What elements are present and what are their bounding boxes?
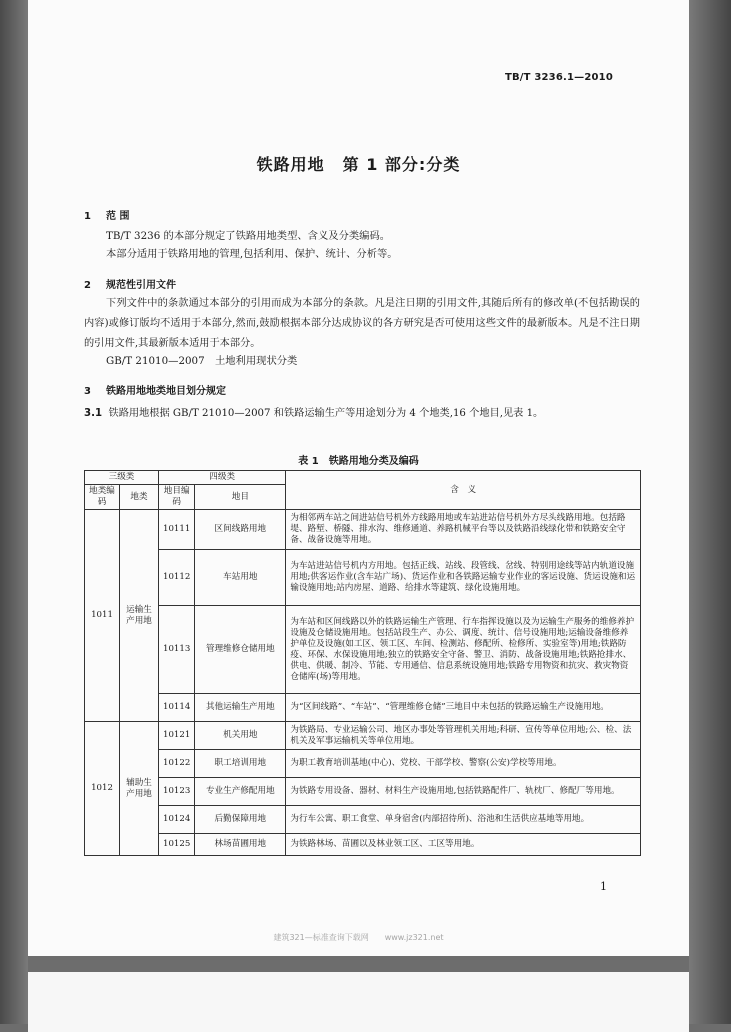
viewer-left-margin xyxy=(0,0,28,1024)
header-class-code: 地类编码 xyxy=(85,485,120,510)
table-row xyxy=(85,750,641,778)
item-code-cell: 10122 xyxy=(159,750,195,778)
table-row xyxy=(85,694,641,722)
page-number: 1 xyxy=(600,880,607,893)
table-row xyxy=(85,510,641,550)
item-code-cell: 10114 xyxy=(159,694,195,722)
document-page xyxy=(28,0,689,956)
normative-reference: GB/T 21010—2007 土地利用现状分类 xyxy=(106,355,298,367)
header-meaning: 含 义 xyxy=(286,471,641,510)
item-name-cell: 林场苗圃用地 xyxy=(195,834,286,856)
item-code-cell: 10111 xyxy=(159,510,195,550)
section-2-paragraph: 下列文件中的条款通过本部分的引用而成为本部分的条款。凡是注日期的引用文件,其随后所有的修改单(不包括勘误的内容)或修订版均不适用于本部分,然而,鼓励根据本部分达成协议的各方研究是否可使用这些文件的最新版本。凡是不注日期的引用文件,其最新版本适用于本部分。 xyxy=(84,298,640,349)
class-code-cell: 1012 xyxy=(85,722,120,856)
section-1-heading: 1 范 围 xyxy=(84,211,130,222)
title-main: 铁路用地 xyxy=(256,155,325,174)
meaning-cell: 为铁路林场、苗圃以及林业领工区、工区等用地。 xyxy=(286,834,641,856)
header-item-code: 地目编码 xyxy=(159,485,195,510)
meaning-cell: 为职工教育培训基地(中心)、党校、干部学校、警察(公安)学校等用地。 xyxy=(286,750,641,778)
section-3-1-paragraph: 3.1 铁路用地根据 GB/T 21010—2007 和铁路运输生产等用途划分为 4 个地类,16 个地目,见表 1。 xyxy=(84,408,544,419)
item-code-cell: 10113 xyxy=(159,606,195,694)
item-code-cell: 10125 xyxy=(159,834,195,856)
standard-number: TB/T 3236.1—2010 xyxy=(504,72,613,83)
viewer-right-margin xyxy=(689,0,731,1024)
title-sub: 第 1 部分:分类 xyxy=(342,155,461,174)
meaning-cell: 为相邻两车站之间进站信号机外方线路用地或车站进站信号机外方尽头线路用地。包括路堤、路堑、桥隧、排水沟、维修通道、养路机械平台等以及铁路沿线绿化带和铁路安全守备、战备设施等用地。 xyxy=(286,510,641,550)
watermark: 建筑321—标准查询下载网 www.jz321.net xyxy=(273,933,444,942)
page-title xyxy=(28,152,689,175)
item-name-cell: 区间线路用地 xyxy=(195,510,286,550)
section-1-paragraph-1: TB/T 3236 的本部分规定了铁路用地类型、含义及分类编码。 xyxy=(106,230,391,242)
header-item-name: 地目 xyxy=(195,485,286,510)
table-row xyxy=(85,722,641,750)
item-code-cell: 10121 xyxy=(159,722,195,750)
item-name-cell: 专业生产修配用地 xyxy=(195,778,286,806)
item-name-cell: 其他运输生产用地 xyxy=(195,694,286,722)
section-3-heading: 3 铁路用地地类地目划分规定 xyxy=(84,386,226,397)
header-level3: 三级类 xyxy=(85,471,159,485)
meaning-cell: 为车站进站信号机内方用地。包括正线、站线、段管线、岔线、特别用途线等站内轨道设施用地;供客运作业(含车站广场)、货运作业和各铁路运输专业作业的客运设施、货运设施和运输设施用地;站内房屋、道路、给排水等建筑、绿化设施用地。 xyxy=(286,550,641,606)
next-page-edge xyxy=(28,972,689,1032)
item-code-cell: 10112 xyxy=(159,550,195,606)
item-name-cell: 管理维修仓储用地 xyxy=(195,606,286,694)
item-name-cell: 机关用地 xyxy=(195,722,286,750)
meaning-cell: 为“区间线路”、“车站”、“管理维修仓储”三地目中未包括的铁路运输生产设施用地。 xyxy=(286,694,641,722)
class-name-cell: 辅助生产用地 xyxy=(120,722,159,856)
item-name-cell: 职工培训用地 xyxy=(195,750,286,778)
table-row xyxy=(85,806,641,834)
meaning-cell: 为铁路专用设备、器材、材料生产设施用地,包括铁路配件厂、轨枕厂、修配厂等用地。 xyxy=(286,778,641,806)
table-row xyxy=(85,606,641,694)
table-row xyxy=(85,834,641,856)
meaning-cell: 为行车公寓、职工食堂、单身宿舍(内部招待所)、浴池和生活供应基地等用地。 xyxy=(286,806,641,834)
item-name-cell: 后勤保障用地 xyxy=(195,806,286,834)
land-classification-table xyxy=(84,470,641,856)
item-code-cell: 10124 xyxy=(159,806,195,834)
table-row xyxy=(85,778,641,806)
class-code-cell: 1011 xyxy=(85,510,120,722)
item-name-cell: 车站用地 xyxy=(195,550,286,606)
section-1-paragraph-2: 本部分适用于铁路用地的管理,包括利用、保护、统计、分析等。 xyxy=(106,248,398,260)
section-2-heading: 2 规范性引用文件 xyxy=(84,280,176,291)
class-name-cell: 运输生产用地 xyxy=(120,510,159,722)
meaning-cell: 为铁路局、专业运输公司、地区办事处等管理机关用地;科研、宣传等单位用地;公、检、法机关及军事运输机关等单位用地。 xyxy=(286,722,641,750)
header-level4: 四级类 xyxy=(159,471,286,485)
table-caption: 表 1 铁路用地分类及编码 xyxy=(298,456,419,467)
table-row xyxy=(85,550,641,606)
meaning-cell: 为车站和区间线路以外的铁路运输生产管理、行车指挥设施以及为运输生产服务的维修养护设施及仓储设施用地。包括站段生产、办公、调度、统计、信号设施用地;运输设备维修养护单位及设施(如工区、领工区、车间、检测站、修配所、检修所、实验室等)用地;铁路防疫、环保、水保设施用地;独立的铁路安全守备、警卫、消防、战备设施用地;铁路抢排水、供电、供暖、制冷、节能、专用通信、信息系统设施用地;铁路专用物资和抗灾、救灾物资仓储库(场)等用地。 xyxy=(286,606,641,694)
item-code-cell: 10123 xyxy=(159,778,195,806)
header-class-name: 地类 xyxy=(120,485,159,510)
